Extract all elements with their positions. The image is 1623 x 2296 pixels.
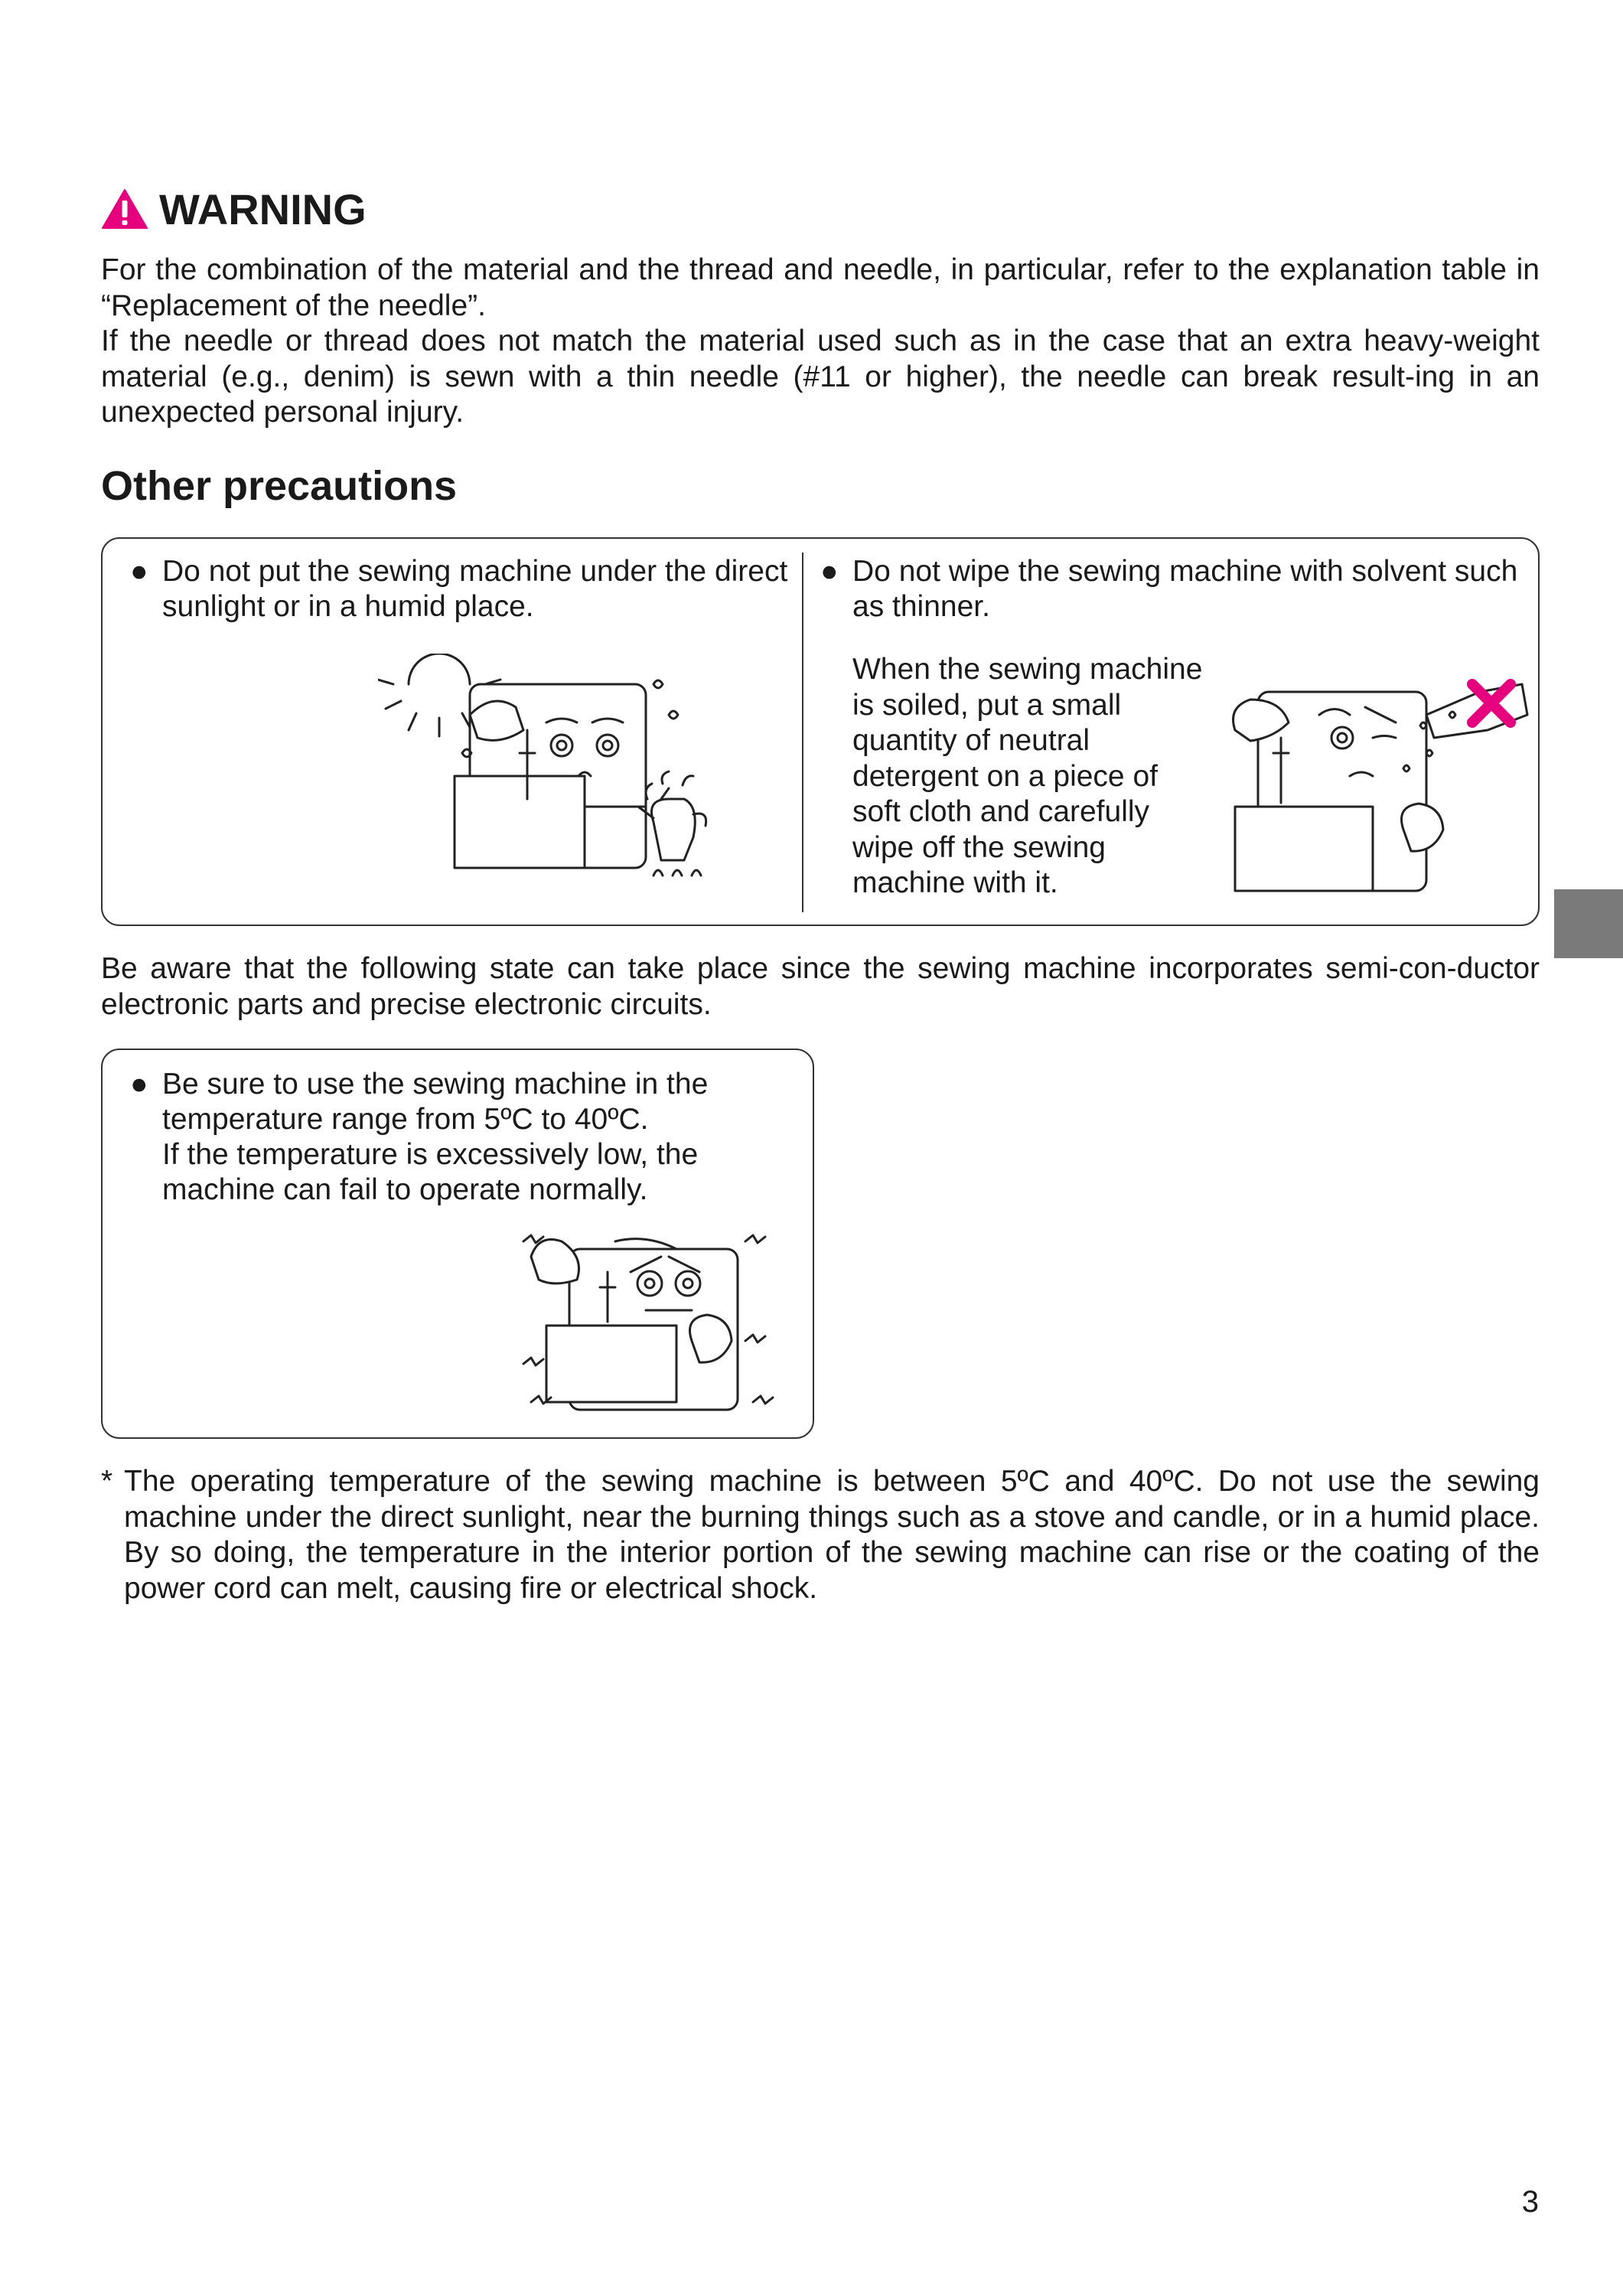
temperature-note: If the temperature is excessively low, the machine can fail to operate normally. (162, 1138, 699, 1206)
temperature-box (101, 1049, 814, 1439)
footnote-text: The operating temperature of the sewing machine is between 5ºC and 40ºC. Do not use the sewing machine under the direct sunlight, near the burning things such as a stove and candle, or in a humid place. By so doing, the temperature in the interior portion of the sewing machine can rise or the coating of the power cord can melt, causing fire or electrical shock. (124, 1465, 1540, 1605)
bullet-temperature-text: Be sure to use the sewing machine in the temperature range from 5ºC to 40ºC. (162, 1068, 709, 1136)
page-number: 3 (1521, 2185, 1539, 2219)
bullet-dot: ● (820, 555, 839, 588)
bullet-temperature (130, 1067, 805, 1208)
sunlight-humid-illustration (378, 654, 715, 899)
bullet-solvent (820, 554, 1541, 625)
detergent-note: When the sewing machine is soiled, put a small quantity of neutral detergent on a piece of soft cloth and carefully wipe off the sewing machine with it. (852, 653, 1203, 899)
warning-triangle-icon (101, 188, 148, 230)
warning-title: WARNING (159, 184, 367, 233)
warning-body (101, 253, 1540, 431)
solvent-illustration (1220, 661, 1541, 906)
section-tab-marker (1554, 889, 1623, 958)
warning-paragraph-1: For the combination of the material and the thread and needle, in particular, refer to the explanation table in “Replacement of the needle”. (101, 253, 1540, 322)
bullet-sunlight (130, 554, 805, 625)
warning-heading (101, 182, 367, 236)
footnote (101, 1464, 1540, 1606)
bullet-sunlight-text: Do not put the sewing machine under the direct sunlight or in a humid place. (162, 555, 788, 623)
other-precautions-heading: Other precautions (101, 463, 458, 509)
bullet-solvent-text: Do not wipe the sewing machine with solvent such as thinner. (852, 555, 1518, 623)
bullet-dot: ● (130, 555, 148, 588)
warning-paragraph-2: If the needle or thread does not match the material used such as in the case that an extra heavy-weight material (e.g., denim) is sewn with a thin needle (#11 or higher), the needle can break result-ing in an unexpected personal injury. (101, 325, 1540, 429)
precautions-box (101, 537, 1540, 926)
aware-text: Be aware that the following state can take place since the sewing machine incorporates semi-con-ductor electronic parts and precise electronic circuits. (101, 952, 1540, 1021)
footnote-marker: * (101, 1465, 113, 1498)
bullet-dot: ● (130, 1068, 148, 1101)
cold-machine-illustration (516, 1226, 776, 1425)
